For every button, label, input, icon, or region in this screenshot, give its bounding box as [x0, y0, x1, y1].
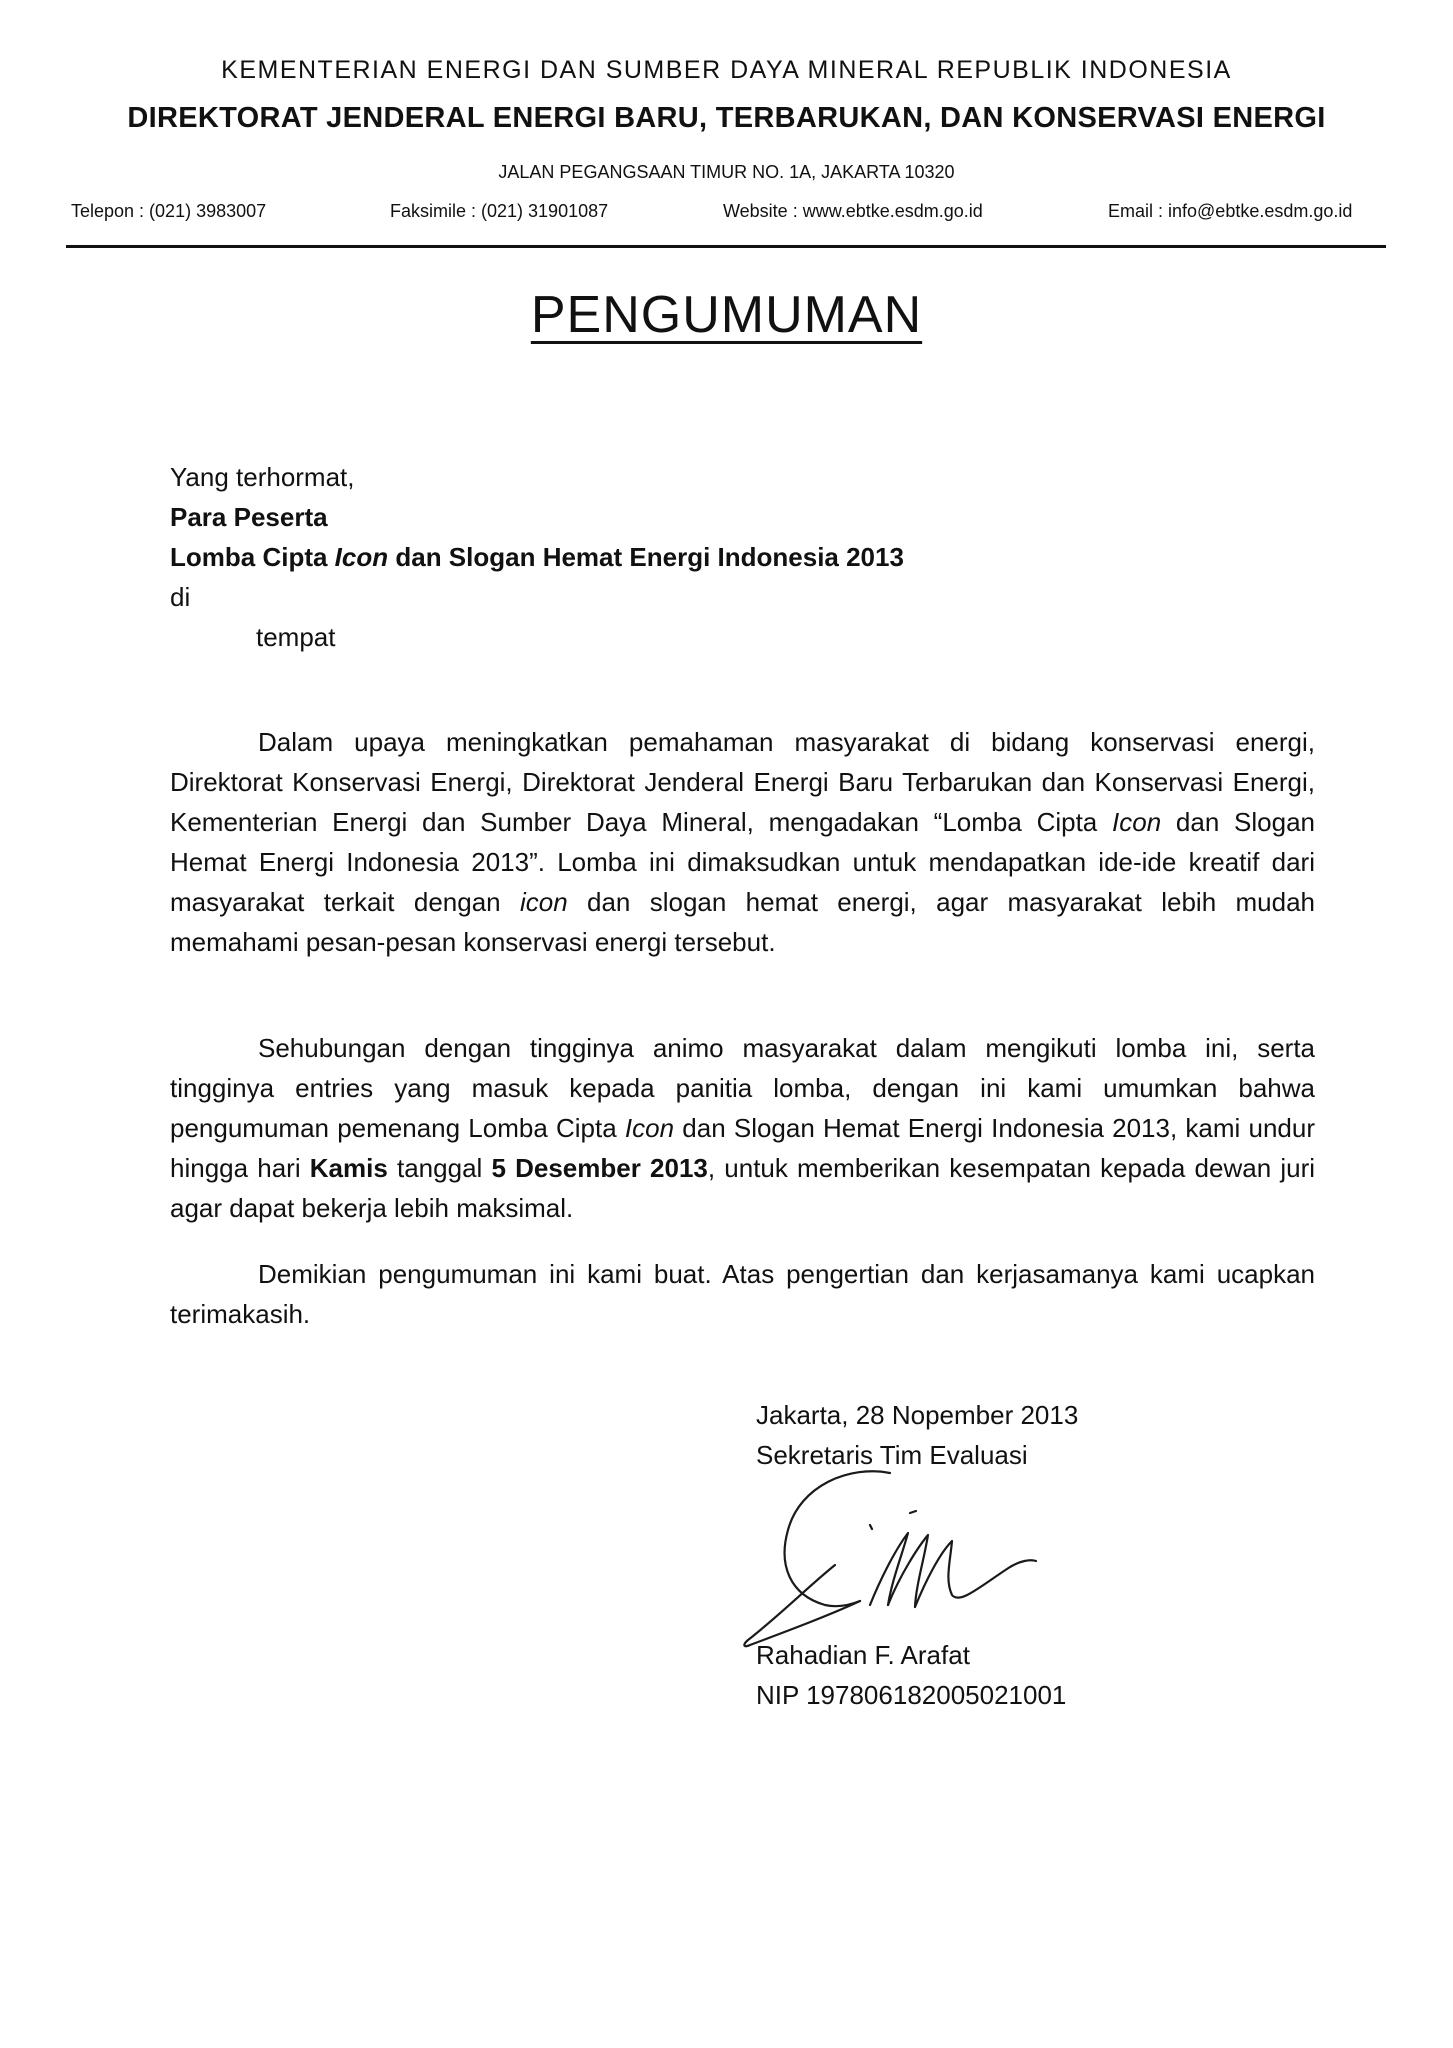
event-name-a: Lomba Cipta — [170, 542, 335, 572]
fax-number: Faksimile : (021) 31901087 — [390, 201, 609, 221]
paragraph-3 — [170, 1254, 1315, 1334]
p2-day: Kamis — [309, 1153, 388, 1183]
event-name-b: dan Slogan Hemat Energi Indonesia 2013 — [388, 542, 904, 572]
website-link[interactable]: Website : www.ebtke.esdm.go.id — [723, 201, 983, 221]
title-text: PENGUMUMAN — [530, 286, 923, 344]
p2-icon-word: Icon — [624, 1113, 675, 1143]
p1-text-a: Dalam upaya meningkatkan pemahaman masyarakat di bidang konservasi energi, Direktorat Konservasi Energi, Direktorat Jenderal Energi Baru Terbarukan dan Konservasi Energi, Kementerian Energi dan Sumber Daya Mineral, mengadakan “Lomba Cipta — [170, 727, 1315, 837]
signer-nip: NIP 197806182005021001 — [756, 1680, 1067, 1710]
p1-icon-word-1: Icon — [1112, 807, 1162, 837]
di-label: di — [170, 582, 191, 612]
p1-text-c: dan slogan hemat energi, agar masyarakat lebih mudah memahami pesan-pesan konservasi energi tersebut. — [170, 887, 1315, 957]
event-name — [170, 542, 904, 573]
signer-name: Rahadian F. Arafat — [756, 1640, 970, 1670]
salutation: Yang terhormat, — [170, 462, 355, 492]
place-date: Jakarta, 28 Nopember 2013 — [756, 1400, 1079, 1430]
p1-text-b: dan Slogan Hemat Energi Indonesia 2013”. Lomba ini dimaksudkan untuk mendapatkan ide-ide kreatif dari masyarakat terkait dengan — [170, 807, 1315, 917]
p2-date: 5 Desember 2013 — [491, 1153, 708, 1183]
handwritten-signature — [720, 1455, 1080, 1655]
p2-text-b: dan Slogan Hemat Energi Indonesia 2013, kami undur hingga hari — [170, 1113, 1316, 1183]
p2-text-a: Sehubungan dengan tingginya animo masyarakat dalam mengikuti lomba ini, serta tingginya entries yang masuk kepada panitia lomba, dengan ini kami umumkan bahwa pengumuman pemenang Lomba Cipta — [170, 1033, 1315, 1143]
document-title — [0, 285, 1453, 345]
p1-icon-word-2: icon — [519, 887, 568, 917]
paragraph-2 — [170, 1028, 1315, 1228]
signer-position: Sekretaris Tim Evaluasi — [756, 1440, 1028, 1470]
phone-number: Telepon : (021) 3983007 — [71, 201, 267, 221]
directorate-name: DIREKTORAT JENDERAL ENERGI BARU, TERBARUKAN, DAN KONSERVASI ENERGI — [127, 102, 1326, 134]
event-name-icon: Icon — [334, 542, 389, 572]
p2-text-c: tanggal — [387, 1153, 492, 1183]
email-link[interactable]: Email : info@ebtke.esdm.go.id — [1108, 201, 1353, 221]
recipient: Para Peserta — [170, 502, 328, 532]
p2-text-d: , untuk memberikan kesempatan kepada dewan juri agar dapat bekerja lebih maksimal. — [170, 1153, 1316, 1223]
paragraph-1 — [170, 722, 1315, 962]
office-address: JALAN PEGANGSAAN TIMUR NO. 1A, JAKARTA 10320 — [498, 162, 955, 182]
tempat-label: tempat — [256, 622, 336, 652]
letterhead-divider — [66, 245, 1386, 248]
ministry-name: KEMENTERIAN ENERGI DAN SUMBER DAYA MINERAL REPUBLIK INDONESIA — [221, 56, 1232, 84]
p3-text: Demikian pengumuman ini kami buat. Atas pengertian dan kerjasamanya kami ucapkan terimakasih. — [170, 1259, 1315, 1329]
